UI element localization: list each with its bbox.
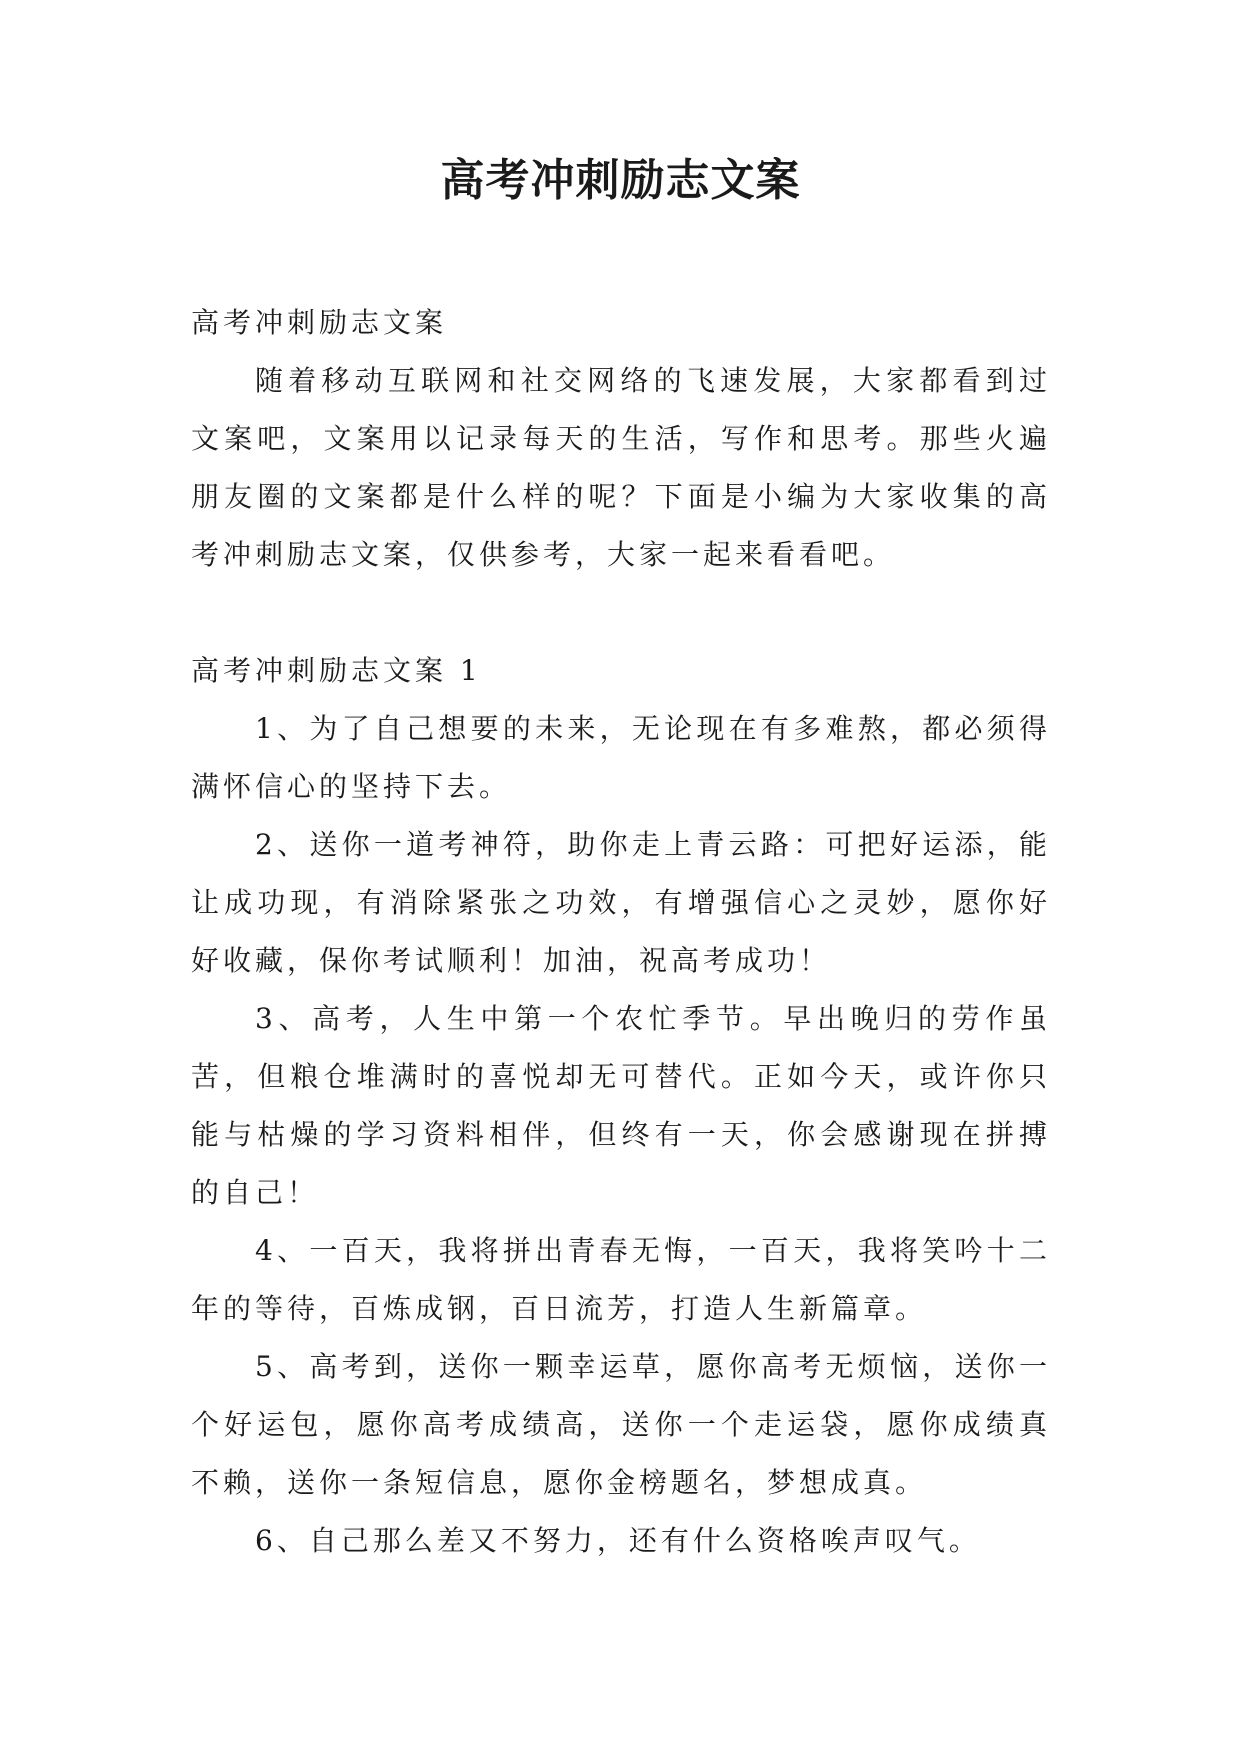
intro-paragraph: 随着移动互联网和社交网络的飞速发展，大家都看到过文案吧，文案用以记录每天的生活，写作和思考。那些火遍朋友圈的文案都是什么样的呢？下面是小编为大家收集的高考冲刺励志文案，仅供参考，大家一起来看看吧。 [191, 364, 1051, 571]
list-item: 5、高考到，送你一颗幸运草，愿你高考无烦恼，送你一个好运包，愿你高考成绩高，送你一个走运袋，愿你成绩真不赖，送你一条短信息，愿你金榜题名，梦想成真。 [191, 1350, 1051, 1499]
section-spacer [191, 584, 1051, 642]
list-item: 3、高考，人生中第一个农忙季节。早出晚归的劳作虽苦，但粮仓堆满时的喜悦却无可替代。正如今天，或许你只能与枯燥的学习资料相伴，但终有一天，你会感谢现在拼搏的自己！ [191, 1002, 1051, 1209]
list-item: 1、为了自己想要的未来，无论现在有多难熬，都必须得满怀信心的坚持下去。 [191, 712, 1051, 803]
section-heading: 高考冲刺励志文案 1 [191, 654, 482, 687]
document-body [191, 294, 1051, 1570]
list-item: 2、送你一道考神符，助你走上青云路：可把好运添，能让成功现，有消除紧张之功效，有增强信心之灵妙，愿你好好收藏，保你考试顺利！加油，祝高考成功！ [191, 828, 1051, 977]
intro-heading: 高考冲刺励志文案 [191, 306, 448, 339]
document-title: 高考冲刺励志文案 [440, 155, 801, 206]
list-item: 4、一百天，我将拼出青春无悔，一百天，我将笑吟十二年的等待，百炼成钢，百日流芳，打造人生新篇章。 [191, 1234, 1051, 1325]
list-item: 6、自己那么差又不努力，还有什么资格唉声叹气。 [255, 1524, 981, 1557]
